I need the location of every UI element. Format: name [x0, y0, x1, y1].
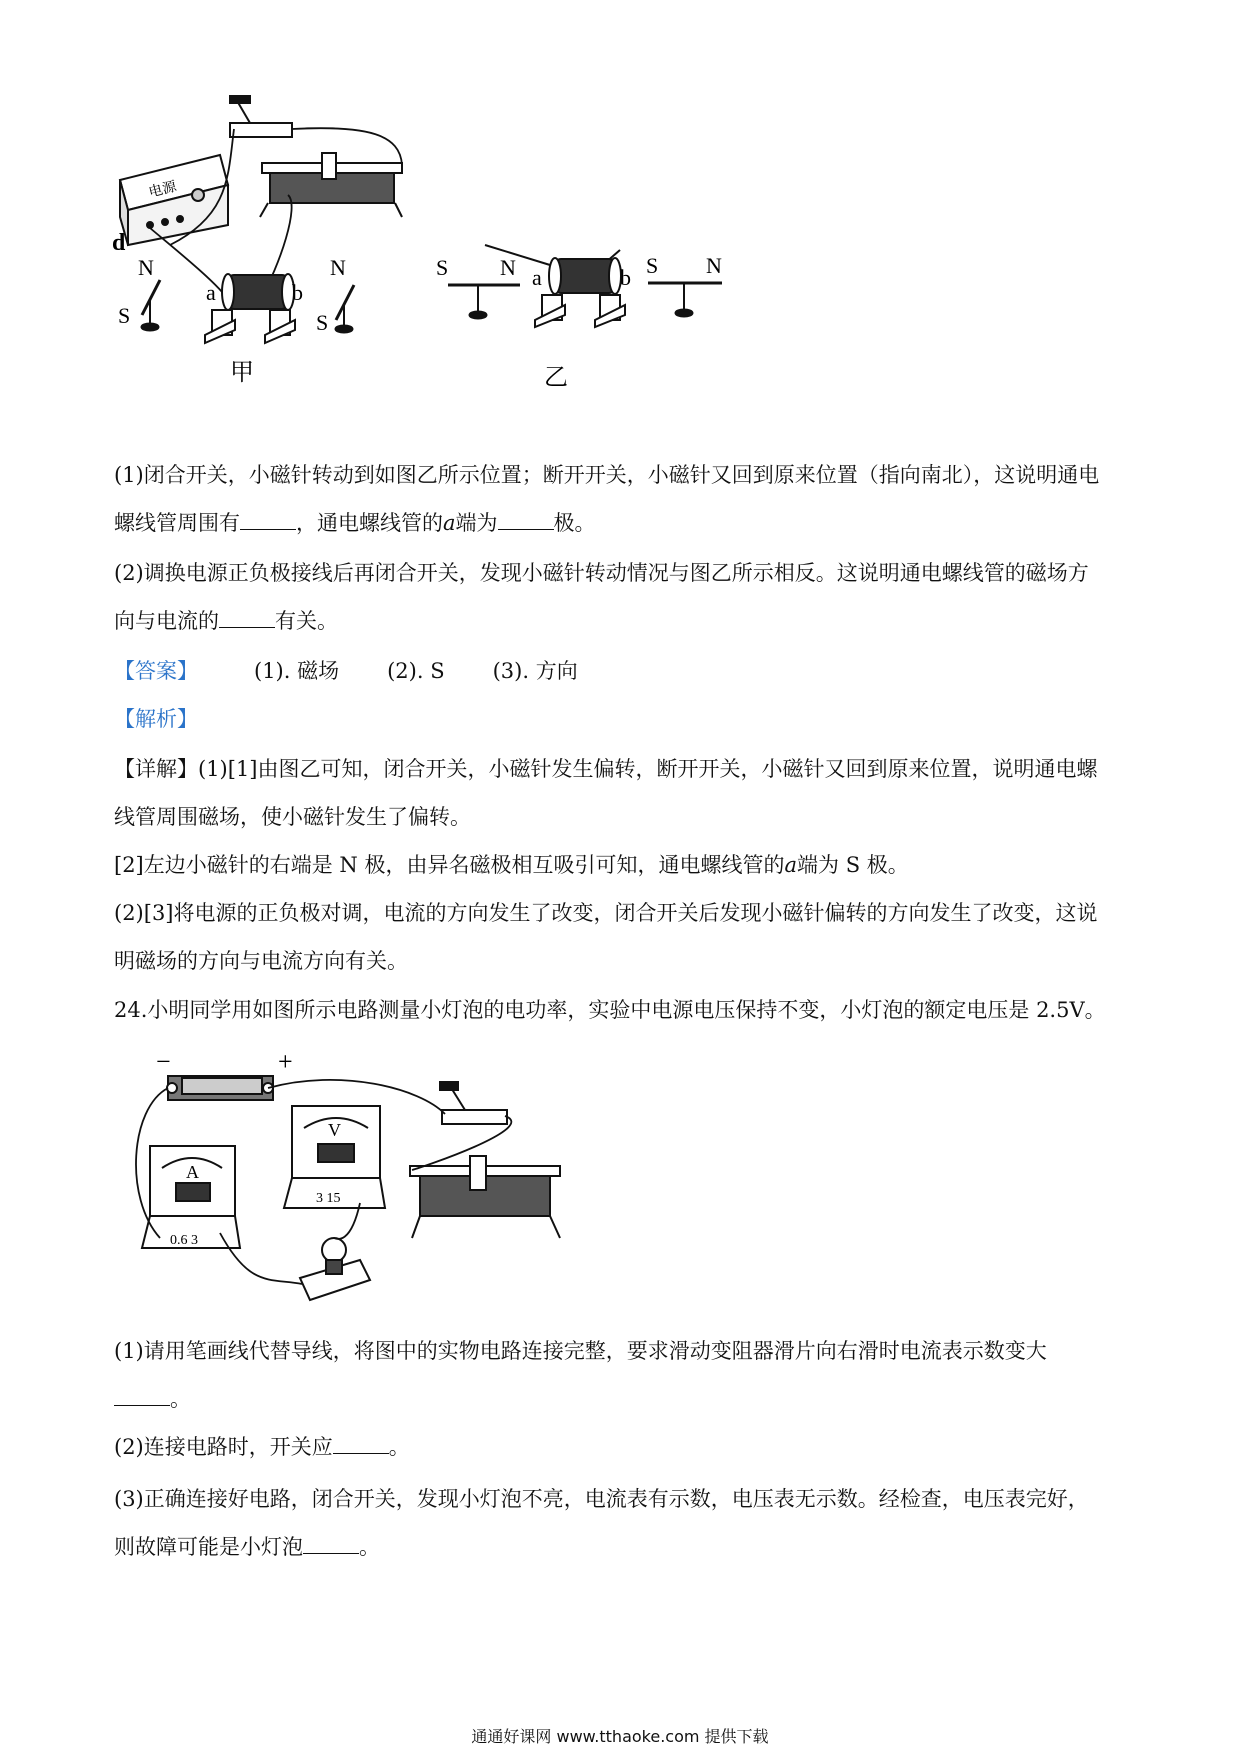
- italic-a: a: [784, 853, 798, 877]
- q24-part1-line2: [114, 1384, 191, 1414]
- label-N-jia-left: N: [138, 255, 154, 280]
- voltmeter-symbol: V: [328, 1120, 341, 1140]
- answer-1: (1). 磁场: [254, 659, 340, 683]
- small-bulb: [300, 1238, 370, 1300]
- answer-blank[interactable]: [333, 1435, 389, 1454]
- compass-needle-jia-left: [142, 280, 160, 330]
- solenoid-jia: [205, 274, 295, 343]
- text: 极。: [553, 511, 596, 535]
- q24-part2: [114, 1432, 410, 1462]
- detail-1-line2: 线管周围磁场，使小磁针发生了偏转。: [114, 805, 471, 829]
- caption-yi: 乙: [544, 365, 568, 391]
- battery-minus: −: [156, 1048, 171, 1076]
- q24-stem: 24.小明同学用如图所示电路测量小灯泡的电功率，实验中电源电压保持不变，小灯泡的额定电压是 2.5V。: [114, 998, 1106, 1022]
- text: (2)连接电路时，开关应: [114, 1435, 333, 1459]
- answer-tag: 【答案】: [114, 659, 198, 683]
- label-b-jia: b: [292, 280, 303, 305]
- answer-blank[interactable]: [498, 511, 554, 530]
- label-b-yi: b: [620, 265, 631, 290]
- italic-a: a: [443, 511, 456, 535]
- answer-3: (3). 方向: [492, 659, 578, 683]
- knife-switch-1: [230, 95, 292, 137]
- ammeter-symbol: A: [186, 1162, 199, 1182]
- power-supply: [120, 155, 228, 245]
- voltmeter-scale: 3 15: [316, 1191, 341, 1206]
- figure-solenoid-experiment: [110, 95, 830, 435]
- label-a-jia: a: [206, 280, 216, 305]
- answer-blank[interactable]: [219, 609, 275, 628]
- answer-row: [114, 656, 578, 686]
- q24-part3-line1: (3)正确连接好电路，闭合开关，发现小灯泡不亮，电流表有示数，电压表无示数。经检查，电压表完好，: [114, 1487, 1089, 1511]
- answer-blank[interactable]: [240, 511, 296, 530]
- text: 螺线管周围有: [114, 511, 240, 535]
- compass-needle-jia-right: [336, 285, 354, 332]
- detail-1-line1: 【详解】(1)[1]由图乙可知，闭合开关，小磁针发生偏转，断开开关，小磁针又回到原来位置，说明通电螺: [114, 757, 1098, 781]
- text: 。: [388, 1435, 410, 1459]
- text: 有关。: [275, 609, 338, 633]
- compass-needle-yi-left: [448, 285, 520, 318]
- knife-switch-2: [440, 1082, 507, 1124]
- text: [2]左边小磁针的右端是 N 极，由异名磁极相互吸引可知，通电螺线管的: [114, 853, 785, 877]
- figure-lamp-power-circuit: [120, 1048, 640, 1320]
- text: 则故障可能是小灯泡: [114, 1535, 303, 1559]
- label-S-jia-left: S: [118, 303, 131, 328]
- page-footer: 通通好课网 www.tthaoke.com 提供下载: [471, 1727, 769, 1746]
- caption-jia: 甲: [230, 360, 254, 386]
- ammeter-scale: 0.6 3: [170, 1233, 198, 1248]
- label-N-jia-right: N: [330, 255, 346, 280]
- label-a-yi: a: [532, 265, 542, 290]
- text: 。: [359, 1535, 380, 1559]
- text: 向与电流的: [114, 609, 219, 633]
- text: 。: [170, 1387, 191, 1411]
- detail-3-line2: 明磁场的方向与电流方向有关。: [114, 949, 408, 973]
- compass-needle-yi-right: [648, 283, 722, 316]
- label-N-yi-right: N: [706, 253, 722, 278]
- q23-part2-line2: [114, 606, 338, 636]
- battery-box: [167, 1076, 273, 1100]
- label-S-yi-left: S: [436, 255, 449, 280]
- battery-plus: +: [278, 1048, 293, 1076]
- label-d: d: [112, 230, 126, 256]
- q23-part1-line2: [114, 508, 596, 538]
- analysis-tag: 【解析】: [114, 707, 198, 731]
- detail-2: [114, 850, 909, 880]
- label-S-jia-right: S: [316, 310, 329, 335]
- q23-part1-line1: (1)闭合开关，小磁针转动到如图乙所示位置；断开开关，小磁针又回到原来位置（指向南北），这说明通电: [114, 463, 1100, 487]
- text: 端为 S 极。: [797, 853, 909, 877]
- label-S-yi-right: S: [646, 253, 659, 278]
- label-N-yi-left: N: [500, 255, 516, 280]
- text: 端为: [455, 511, 498, 535]
- answer-2: (2). S: [387, 659, 445, 683]
- q23-part2-line1: (2)调换电源正负极接线后再闭合开关，发现小磁针转动情况与图乙所示相反。这说明通电螺线管的磁场方: [114, 561, 1089, 585]
- supply-label: 电源: [147, 179, 179, 201]
- answer-blank[interactable]: [114, 1387, 170, 1406]
- detail-3-line1: (2)[3]将电源的正负极对调，电流的方向发生了改变，闭合开关后发现小磁针偏转的方向发生了改变，这说: [114, 901, 1098, 925]
- q24-part3-line2: [114, 1532, 380, 1562]
- rheostat-1: [260, 153, 402, 217]
- q24-part1-line1: (1)请用笔画线代替导线，将图中的实物电路连接完整，要求滑动变阻器滑片向右滑时电流表示数变大: [114, 1339, 1047, 1363]
- text: ，通电螺线管的: [296, 511, 443, 535]
- answer-blank[interactable]: [303, 1535, 359, 1554]
- rheostat-2: [410, 1156, 560, 1238]
